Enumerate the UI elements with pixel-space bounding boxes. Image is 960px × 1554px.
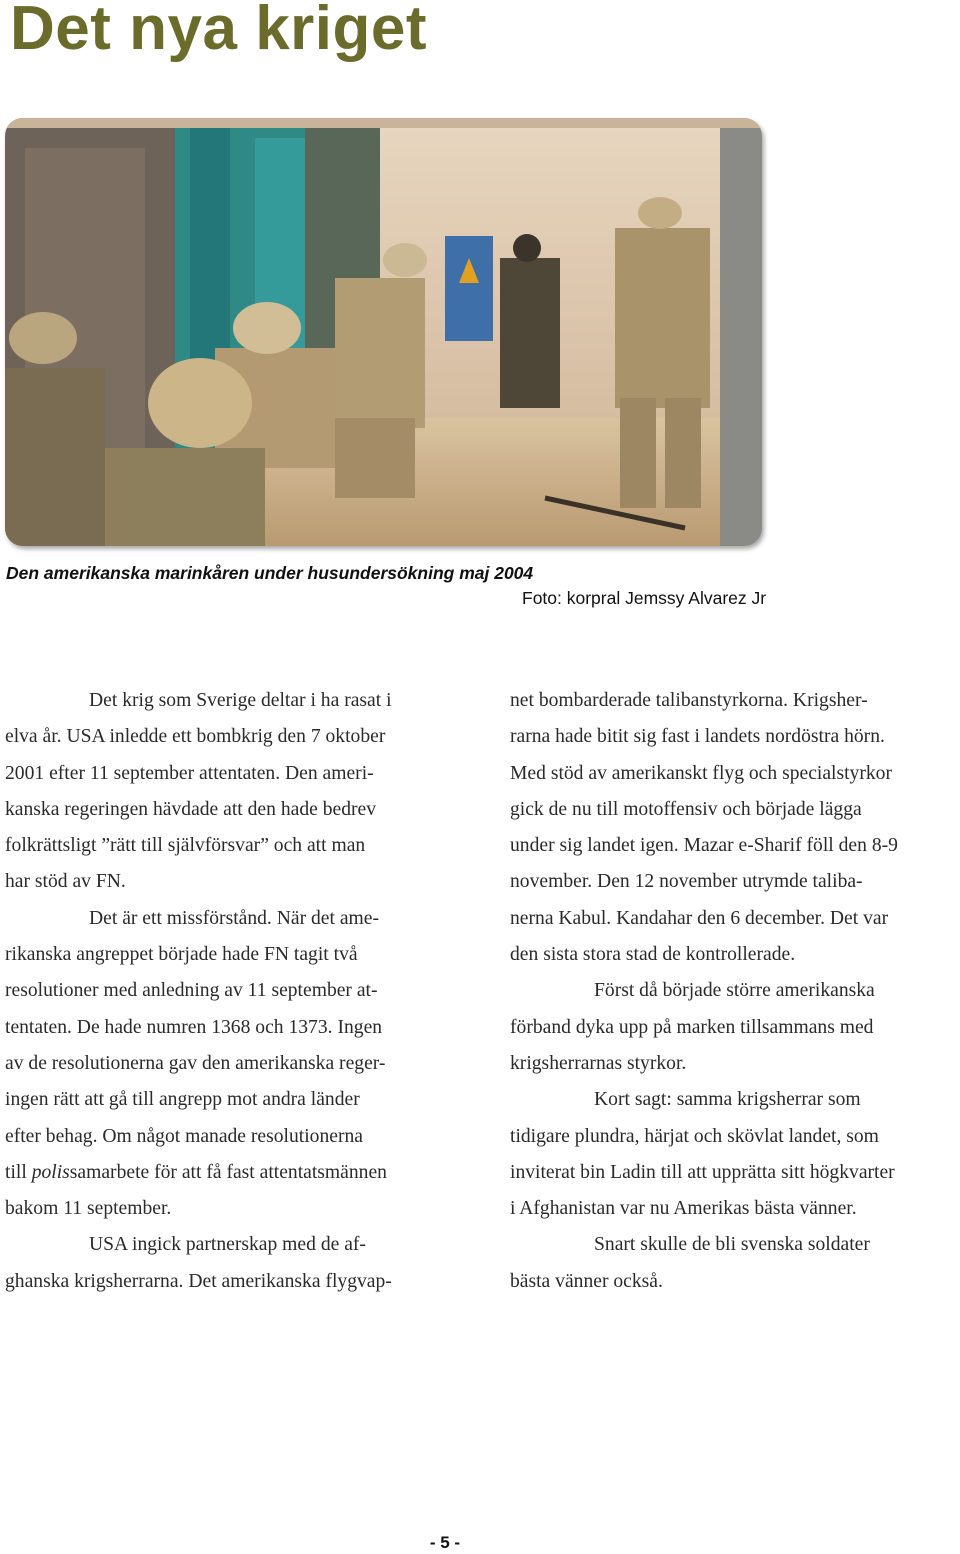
text-line: rarna hade bitit sig fast i landets nordöstra hörn. [510, 726, 885, 748]
text-line: 2001 efter 11 september attentaten. Den ameri- [5, 762, 374, 784]
text-line: efter behag. Om något manade resolutionerna [5, 1125, 363, 1147]
text-line: rikanska angreppet började hade FN tagit två [5, 944, 358, 966]
text-line: november. Den 12 november utrymde taliba- [510, 871, 863, 893]
text-line: har stöd av FN. [5, 871, 126, 893]
photo-caption: Den amerikanska marinkåren under husundersökning maj 2004 [6, 563, 534, 583]
text-line: förband dyka upp på marken tillsammans med [510, 1016, 874, 1038]
text-line: Med stöd av amerikanskt flyg och specialstyrkor [510, 762, 892, 784]
text-line: Det krig som Sverige deltar i ha rasat i [89, 690, 392, 711]
italic-word: polis [31, 1161, 70, 1183]
text-line: USA ingick partnerskap med de af- [89, 1234, 366, 1256]
photo-illustration [5, 118, 762, 546]
text-line: inviterat bin Ladin till att upprätta sitt högkvarter [510, 1161, 895, 1183]
text-line: resolutioner med anledning av 11 september at- [5, 980, 378, 1002]
page-title: Det nya kriget [10, 0, 428, 63]
text-line: folkrättsligt ”rätt till självförsvar” och att man [5, 835, 366, 857]
text-line: bakom 11 september. [5, 1198, 172, 1220]
text-line: net bombarderade talibanstyrkorna. Krigsher- [510, 690, 868, 711]
text-line: den sista stora stad de kontrollerade. [510, 944, 796, 966]
article-left-column [5, 683, 455, 1300]
text-line: ingen rätt att gå till angrepp mot andra länder [5, 1089, 360, 1111]
text-line: Kort sagt: samma krigsherrar som [594, 1089, 861, 1111]
text-line: Först då började större amerikanska [594, 980, 875, 1002]
text-line: kanska regeringen hävdade att den hade bedrev [5, 798, 377, 820]
text-line: i Afghanistan var nu Amerikas bästa vänner. [510, 1198, 857, 1220]
text-line: gick de nu till motoffensiv och började lägga [510, 798, 862, 820]
text-line: ghanska krigsherrarna. Det amerikanska flygvap- [5, 1270, 392, 1292]
text-line: Snart skulle de bli svenska soldater [594, 1234, 870, 1256]
text-line: nerna Kabul. Kandahar den 6 december. Det var [510, 907, 889, 929]
text-line: bästa vänner också. [510, 1270, 663, 1292]
text-line: krigsherrarnas styrkor. [510, 1052, 687, 1074]
photo-credit: Foto: korpral Jemssy Alvarez Jr [522, 588, 767, 608]
article-right-column [510, 683, 960, 1300]
text-line: av de resolutionerna gav den amerikanska reger- [5, 1052, 386, 1074]
text-line: elva år. USA inledde ett bombkrig den 7 oktober [5, 726, 386, 748]
text-fragment: samarbete för att få fast attentatsmännen [69, 1161, 387, 1183]
page-number: - 5 - [429, 1533, 461, 1552]
text-line [5, 1155, 455, 1191]
soldiers-photo [5, 118, 762, 546]
text-fragment: till [5, 1161, 27, 1183]
text-line: tentaten. De hade numren 1368 och 1373. Ingen [5, 1016, 383, 1038]
text-line: tidigare plundra, härjat och skövlat landet, som [510, 1125, 879, 1147]
text-line: Det är ett missförstånd. När det ame- [89, 907, 379, 929]
text-line: under sig landet igen. Mazar e-Sharif föll den 8-9 [510, 835, 898, 857]
